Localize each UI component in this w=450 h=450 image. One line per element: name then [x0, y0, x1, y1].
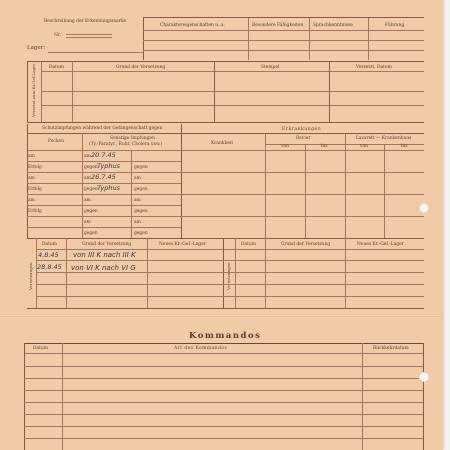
transfer2-col-reason-b [345, 238, 346, 308]
transfer2-left-a [36, 238, 37, 308]
vacc-left [27, 124, 28, 238]
vacc-r3-mid: am [84, 176, 91, 181]
illness-title: Erkrankungen [282, 127, 322, 132]
illness-col-4 [384, 144, 385, 238]
transfer2-vertical-label-b: Versetzungen [226, 262, 231, 290]
vacc-r7-right: am [134, 220, 141, 225]
vacc-pox-header: Pocken [48, 139, 64, 144]
vacc-r1-hand-date: 20.7.45 [91, 151, 116, 159]
commands-top [24, 343, 423, 344]
transfer2-reason-header-b: Grund der Versetzung [281, 242, 331, 247]
vacc-r8-mid: gegen [84, 231, 98, 236]
header-line-c [143, 50, 424, 51]
camp-line [48, 52, 143, 53]
header-divider-3 [309, 17, 310, 60]
number-line-2 [66, 37, 112, 38]
commands-line-3 [24, 390, 423, 391]
commands-line-5 [24, 414, 423, 415]
transfer2-col-date-b [265, 238, 266, 308]
conduct-header: Führung [385, 23, 405, 28]
vacc-r3-left: am [28, 176, 35, 181]
vacc-header-line [27, 150, 424, 151]
vacc-r2-mid: gegen [84, 165, 98, 170]
commands-line-7 [24, 438, 423, 439]
vacc-col-3 [181, 124, 182, 238]
vacc-other-subheader: (Ty.-Paratyr., Ruhr, Cholera usw.) [89, 142, 163, 147]
commands-date-header: Datum [33, 346, 48, 351]
characteristics-header: Charaktereigenschaften u. a. [160, 23, 225, 28]
commands-type-header: Art des Kommandos [174, 346, 228, 351]
vacc-r6-left: Erfolg [28, 209, 42, 214]
transfer1-line-2 [41, 91, 424, 92]
transfer1-camp-header: Stempel [261, 65, 280, 70]
transfer2-vertical-label-a: Versetzungen [28, 262, 33, 290]
commands-line-2 [24, 378, 423, 379]
transfer2-mid [223, 238, 224, 308]
transfer2-entry2-date: 28.8.45 [37, 263, 62, 271]
commands-line-1 [24, 366, 423, 367]
vacc-r7-mid: am [84, 220, 91, 225]
transfer2-left-b [235, 238, 236, 308]
commands-col-1 [62, 343, 63, 450]
transfer1-reason-header: Grund der Versetzung [116, 65, 166, 70]
vacc-r2-left: Erfolg [28, 165, 42, 170]
id-tag-description-label: Beschreibung der Erkennungsmarke [44, 19, 127, 24]
illness-hospital-header: Lazarett — Krankenhaus [356, 136, 412, 141]
transfer1-col-3 [214, 61, 215, 122]
illness-ward-from: von [281, 144, 289, 149]
transfer1-bottom [27, 122, 424, 123]
header-top-line [143, 17, 424, 18]
languages-header: Sprachkenntnisse [313, 23, 353, 28]
illness-col-1 [265, 133, 266, 238]
commands-right [423, 343, 424, 450]
illness-ward-to: bis [321, 144, 328, 149]
transfer2-header-line [36, 249, 424, 250]
transfer1-col-4 [329, 61, 330, 122]
transfer1-transfer-header: Versetzt, Datum [356, 65, 392, 70]
transfer2-col-date-a [66, 238, 67, 308]
header-divider-4 [368, 17, 369, 60]
punch-hole-top [419, 203, 429, 213]
transfer1-date-header: Datum [49, 65, 64, 70]
commands-line-4 [24, 402, 423, 403]
vacc-r2-hand-text: Typhus [97, 162, 121, 170]
transfer2-camp-header-b: Neues Kr.-Gef.-Lager [357, 242, 404, 247]
vacc-r5-left: am [28, 198, 35, 203]
transfer2-line-1 [36, 260, 424, 261]
transfer1-vertical-label: Versetzt zum Kr.Gef.Lager [31, 63, 36, 117]
transfer1-col-2 [72, 61, 73, 122]
commands-header-line [24, 353, 423, 354]
transfer2-entry1-text: von III K nach III K [73, 251, 136, 259]
vacc-r6-mid: gegen [84, 209, 98, 214]
transfer1-col-1 [41, 61, 42, 122]
vacc-illness-bottom [27, 238, 424, 239]
vacc-r4-left: Erfolg [28, 187, 42, 192]
header-line-b [143, 40, 424, 41]
vacc-r4-right: gegen [134, 187, 148, 192]
illness-col-3 [305, 144, 306, 238]
illness-line-1 [181, 172, 424, 173]
vacc-col-1 [82, 133, 83, 238]
vacc-row-line-5 [27, 205, 181, 206]
illness-line-2 [181, 194, 424, 195]
vacc-row-line-6 [27, 216, 181, 217]
transfer1-top [27, 61, 424, 62]
transfer2-date-header-a: Datum [42, 242, 57, 247]
illness-hosp-from: von [360, 144, 368, 149]
vacc-row-line-7 [27, 227, 181, 228]
transfer1-left [27, 61, 28, 122]
illness-line-3 [181, 216, 424, 217]
illness-col-2 [345, 133, 346, 238]
illness-disease-header: Krankheit [211, 141, 234, 146]
transfer1-header-line [41, 71, 424, 72]
vacc-r3-hand-date: 26.7.45 [91, 173, 116, 181]
skills-header: Besondere Fähigkeiten [252, 23, 304, 28]
header-divider-1 [143, 17, 144, 60]
vacc-r5-right: am [134, 198, 141, 203]
card-fold [0, 314, 443, 317]
transfer2-date-header-b: Datum [241, 242, 256, 247]
vacc-r2-right: gegen [134, 165, 148, 170]
transfer2-entry1-date: 4.8.45 [38, 251, 59, 259]
vacc-r1-left: am [28, 154, 35, 159]
number-line-1 [66, 34, 112, 35]
illness-ward-header: Revier [296, 136, 311, 141]
vacc-r1-mid: am [84, 154, 91, 159]
transfer2-line-3 [36, 284, 424, 285]
transfer2-bottom [27, 308, 424, 309]
punch-hole-bottom [419, 372, 429, 382]
vacc-r8-right: gegen [134, 231, 148, 236]
vacc-r3-right: am [134, 176, 141, 181]
transfer1-line-3 [41, 105, 424, 106]
vaccination-title: Schutzimpfungen während der Gefangenschaft gegen [42, 126, 163, 131]
commands-col-2 [362, 343, 363, 450]
transfer2-line-4 [36, 296, 424, 297]
vacc-other-header: Sonstige Impfungen [110, 136, 155, 141]
vacc-top [27, 133, 424, 134]
number-label: Nr. [54, 33, 61, 38]
camp-label: Lager: [27, 45, 46, 51]
vacc-r6-right: gegen [134, 209, 148, 214]
commands-left [24, 343, 25, 450]
header-divider-2 [248, 17, 249, 60]
vacc-row-line-4 [27, 194, 181, 195]
commands-return-header: Rückkehrdatum [373, 346, 409, 351]
vacc-r4-mid: gegen [84, 187, 98, 192]
transfer2-entry2-text: von VI K nach VI G [71, 264, 136, 272]
header-line-a [143, 30, 424, 31]
commands-line-6 [24, 426, 423, 427]
transfer2-reason-header-a: Grund der Versetzung [82, 242, 132, 247]
transfer2-col-reason-a [147, 238, 148, 308]
vacc-r4-hand-text: Typhus [97, 184, 121, 192]
commands-title: Kommandos [189, 331, 262, 341]
transfer2-camp-header-a: Neues Kr.-Gef.-Lager [159, 242, 206, 247]
illness-hosp-to: bis [401, 144, 408, 149]
transfer2-line-2 [36, 272, 424, 273]
vacc-r5-mid: am [84, 198, 91, 203]
